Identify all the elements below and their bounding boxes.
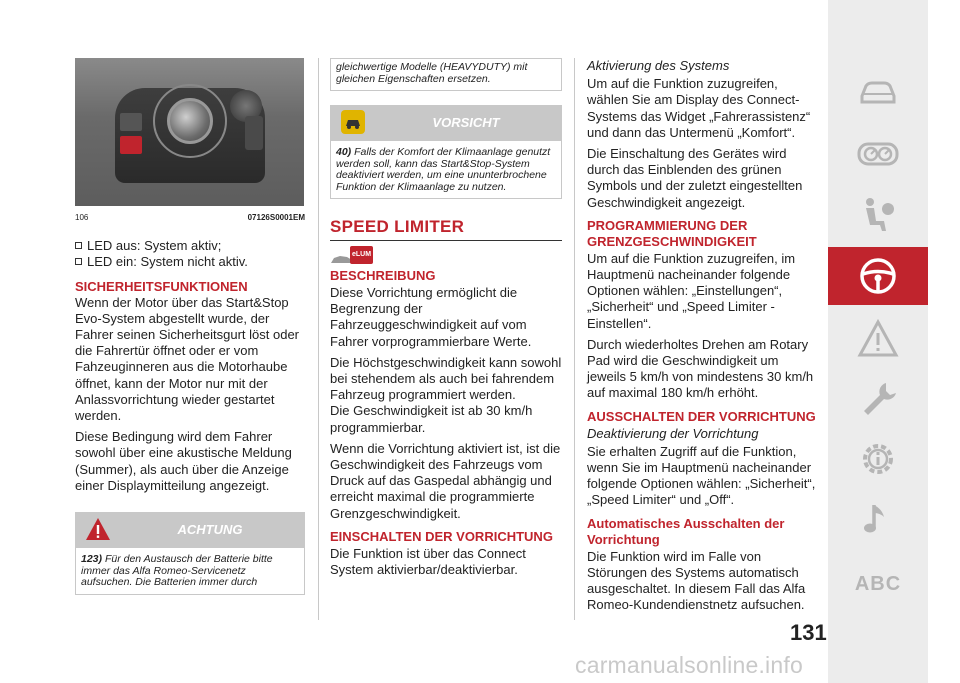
music-note-icon	[856, 497, 900, 541]
list-item: LED ein: System nicht aktiv.	[75, 254, 305, 270]
section-heading: SICHERHEITSFUNKTIONEN	[75, 278, 248, 294]
warning-text: Für den Austausch der Batterie bitte immer das Alfa Romeo-Servicenetz aufsuchen. Die Batterien immer durch	[81, 553, 273, 589]
sidebar-item-safety[interactable]	[828, 186, 928, 244]
paragraph: Die Funktion wird im Falle von Störungen des Systems automatisch ausgeschaltet. In diesem Fall das Alfa Romeo-Kundendienstnetz aufsuchen.	[587, 548, 806, 613]
column-divider	[574, 58, 575, 620]
figure-caption	[75, 210, 305, 226]
paragraph: Die Geschwindigkeit ist ab 30 km/h programmierbar.	[330, 403, 533, 435]
warning-body	[75, 548, 305, 595]
subheading: AUSSCHALTEN DER VORRICHTUNG	[587, 408, 816, 424]
section-title: SPEED LIMITER	[330, 217, 465, 236]
sidebar-item-dashboard[interactable]	[828, 125, 928, 183]
elum-badge: eLUM	[350, 246, 373, 264]
subheading: EINSCHALTEN DER VORRICHTUNG	[330, 528, 553, 544]
caution-number: 40)	[336, 146, 352, 158]
sidebar-item-technical-data[interactable]	[828, 430, 928, 488]
caution-body	[330, 141, 562, 199]
abc-index-label: ABC	[854, 572, 902, 595]
continued-note: gleichwertige Modelle (HEAVYDUTY) mit gleichen Eigenschaften ersetzen.	[330, 58, 562, 91]
paragraph: Wenn die Vorrichtung aktiviert ist, ist die Geschwindigkeit des Fahrzeugs vom Druck auf das Gaspedal abhängig und erreicht maximal die programmierte Grenzgeschwindigkeit.	[330, 440, 561, 521]
italic-subheading: Aktivierung des Systems	[587, 58, 730, 73]
subheading: BESCHREIBUNG	[330, 268, 436, 283]
list-item: LED aus: System aktiv;	[75, 238, 305, 254]
sidebar-item-index[interactable]	[828, 555, 928, 613]
light-switch-photo	[75, 58, 304, 206]
column-left	[75, 58, 305, 595]
checkbox-square-icon	[75, 242, 82, 249]
caution-title: VORSICHT	[432, 115, 500, 130]
chapter-sidebar	[828, 0, 928, 683]
column-right	[587, 58, 817, 618]
warning-header	[75, 512, 305, 548]
car-icon	[856, 70, 900, 114]
wrench-icon	[856, 377, 900, 421]
paragraph: Die Funktion ist über das Connect System aktivierbar/deaktivierbar.	[330, 545, 526, 578]
sidebar-item-driving[interactable]	[828, 247, 928, 305]
elum-badge-group	[330, 246, 562, 266]
caution-header	[330, 105, 562, 141]
warning-title: ACHTUNG	[177, 522, 243, 538]
paragraph: Um auf die Funktion zuzugreifen, wählen Sie am Display des Connect-Systems das Widget „Fahrerassistenz“ und dann das Untermenü „Komfort“.	[587, 76, 811, 140]
paragraph: Durch wiederholtes Drehen am Rotary Pad wird die Geschwindigkeit um jeweils 5 km/h von mindestens 30 km/h auf maximal 180 km/h erhöht.	[587, 336, 814, 401]
figure-code: 07126S0001EM	[247, 213, 305, 222]
paragraph: Wenn der Motor über das Start&Stop Evo-System abgestellt wurde, der Fahrer seinen Sicherheitsgurt löst oder die Fahrertür öffnet oder er vom Fahzeuginneren aus die Motorhaube öffnet, kann der Motor nur mit der Anlassvorrichtung wieder gestartet werden.	[75, 294, 300, 424]
paragraph: Diese Vorrichtung ermöglicht die Begrenzung der Fahrzeuggeschwindigkeit auf vom Fahrer vorprogrammierbare Werte.	[330, 285, 532, 349]
column-middle	[330, 58, 562, 583]
paragraph: Die Höchstgeschwindigkeit kann sowohl bei stehendem als auch bei fahrendem Fahrzeug programmiert werden.	[330, 354, 562, 403]
sidebar-item-emergency[interactable]	[828, 310, 928, 368]
sidebar-item-car[interactable]	[828, 63, 928, 121]
warning-number: 123)	[81, 553, 103, 566]
figure-number: 106	[75, 213, 89, 222]
italic-subheading: Deaktivierung der Vorrichtung	[587, 425, 759, 441]
paragraph: Sie erhalten Zugriff auf die Funktion, wenn Sie im Hauptmenü nacheinander folgende Optionen wählen: „Sicherheit“, „Speed Limiter“ und „Off“.	[587, 443, 816, 508]
subheading: PROGRAMMIERUNG DER GRENZGESCHWINDIGKEIT	[587, 217, 757, 249]
caution-text: Falls der Komfort der Klimaanlage genutzt werden soll, kann das Start&Stop-System deaktiviert werden, um eine ununterbrochene Funktion der Klimaanlage zu nutzen.	[336, 146, 551, 193]
watermark: carmanualsonline.info	[575, 652, 803, 678]
paragraph: Die Einschaltung des Gerätes wird durch das Einblenden des grünen Symbols und der zuletzt eingestellten Geschwindigkeit angezeigt.	[587, 146, 803, 210]
column-divider	[318, 58, 319, 620]
warning-triangle-icon	[856, 317, 900, 361]
speed-limiter-header	[330, 217, 562, 241]
subheading: Automatisches Ausschalten der Vorrichtung	[587, 515, 785, 547]
dashboard-icon	[856, 132, 900, 176]
sidebar-item-multimedia[interactable]	[828, 490, 928, 548]
checkbox-square-icon	[75, 258, 82, 265]
paragraph: Diese Bedingung wird dem Fahrer sowohl über eine akustische Meldung (Summer), als auch über die Anzeige einer Displaymitteilung angezeigt.	[75, 429, 292, 493]
sidebar-item-maintenance[interactable]	[828, 370, 928, 428]
airbag-person-icon	[856, 193, 900, 237]
gear-info-icon	[856, 437, 900, 481]
steering-wheel-icon	[856, 254, 900, 298]
page-number: 131	[790, 620, 827, 645]
paragraph: Um auf die Funktion zuzugreifen, im Hauptmenü nacheinander folgende Optionen wählen: „Einstellungen“, „Sicherheit“ und „Speed Limiter - Einstellen“.	[587, 250, 796, 331]
